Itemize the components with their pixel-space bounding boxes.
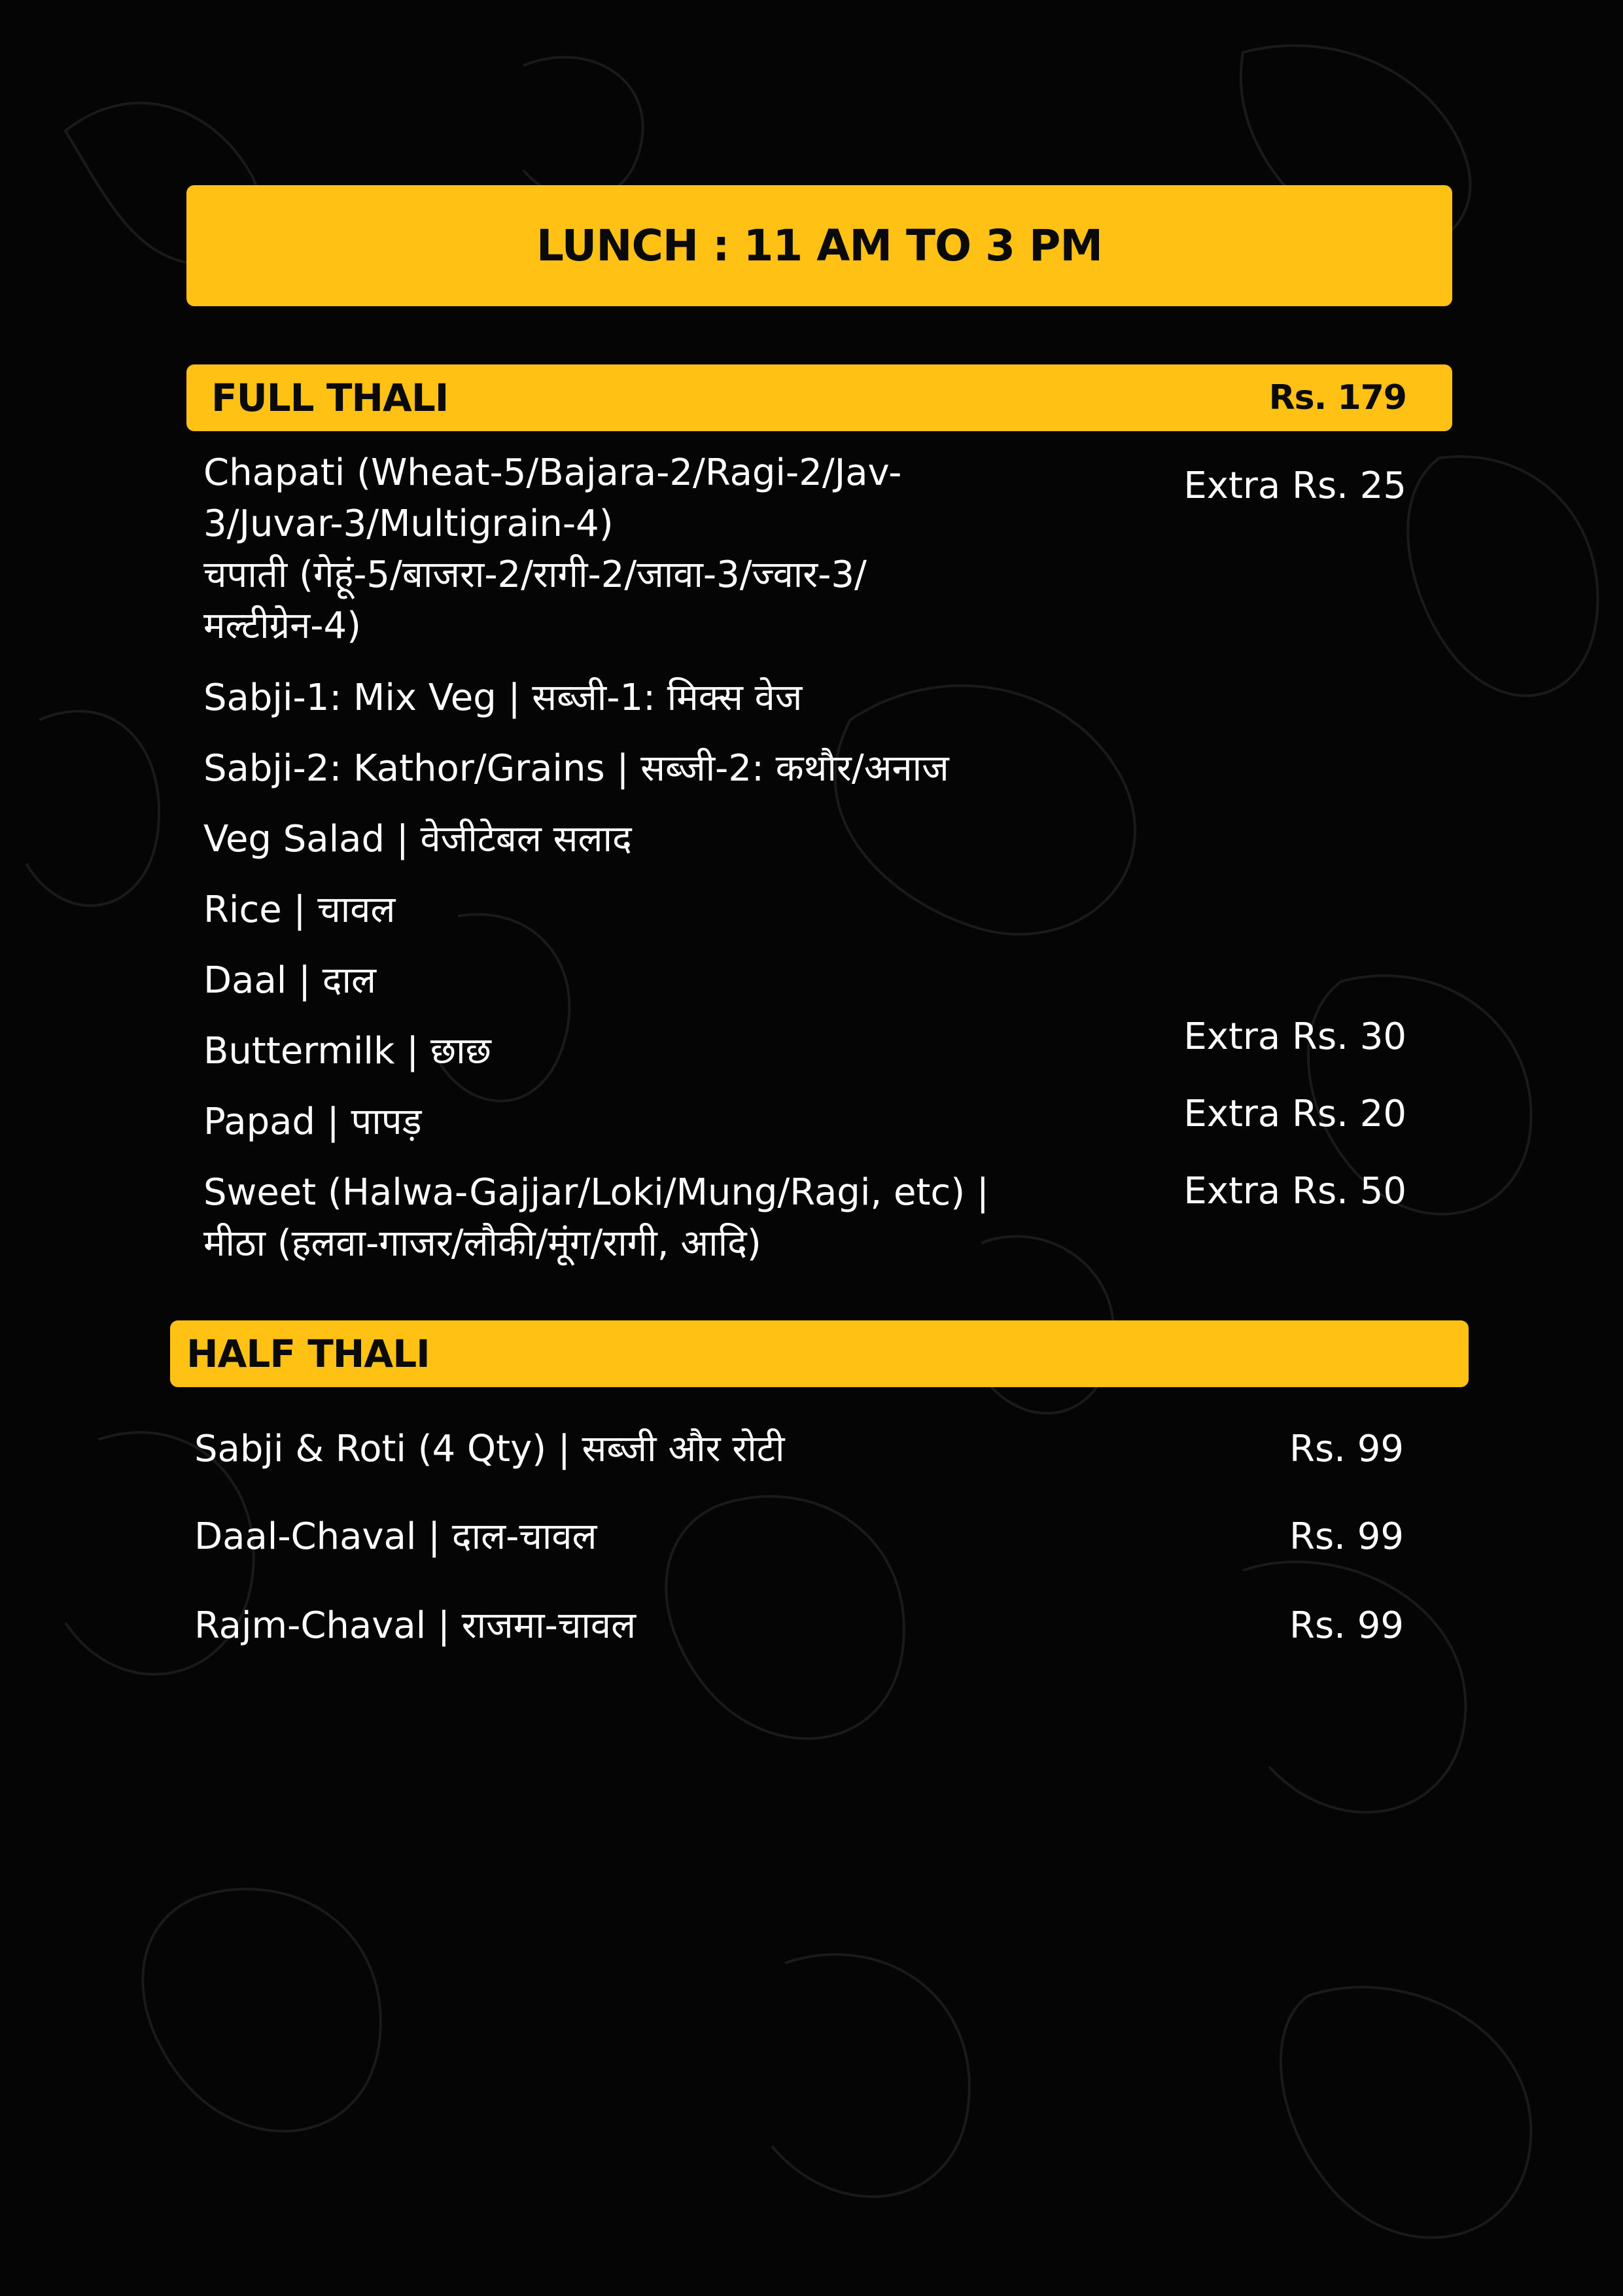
full-thali-item-sabji-2: Sabji-2: Kathor/Grains | सब्जी-2: कथौर/अनाज [203, 747, 949, 790]
buttermilk-extra-price: Extra Rs. 30 [1183, 1016, 1406, 1058]
full-thali-header [186, 364, 1452, 431]
item-line: मीठा (हलवा-गाजर/लौकी/मूंग/रागी, आदि) [203, 1222, 761, 1265]
item-line: चपाती (गेहूं-5/बाजरा-2/रागी-2/जावा-3/ज्वार-3/ [203, 554, 867, 596]
half-thali-header [170, 1320, 1469, 1387]
chapati-extra-price: Extra Rs. 25 [1183, 465, 1406, 507]
item-line: Chapati (Wheat-5/Bajara-2/Ragi-2/Jav- [203, 451, 902, 494]
half-thali-item-sabji-roti: Sabji & Roti (4 Qty) | सब्जी और रोटी [194, 1428, 785, 1470]
papad-extra-price: Extra Rs. 20 [1183, 1093, 1406, 1135]
full-thali-item-daal: Daal | दाल [203, 959, 376, 1002]
half-thali-price-daal-chaval: Rs. 99 [1289, 1515, 1404, 1558]
half-thali-title: HALF THALI [186, 1332, 430, 1376]
item-line: 3/Juvar-3/Multigrain-4) [203, 503, 614, 545]
lunch-hours-banner [186, 185, 1452, 306]
item-line: मल्टीग्रेन-4) [203, 605, 361, 647]
half-thali-price-sabji-roti: Rs. 99 [1289, 1428, 1404, 1470]
full-thali-item-papad: Papad | पापड़ [203, 1101, 422, 1143]
full-thali-title: FULL THALI [211, 376, 449, 420]
sweet-extra-price: Extra Rs. 50 [1183, 1170, 1406, 1212]
full-thali-item-chapati [203, 448, 901, 652]
half-thali-price-rajma-chaval: Rs. 99 [1289, 1604, 1404, 1647]
full-thali-item-buttermilk: Buttermilk | छाछ [203, 1030, 491, 1072]
full-thali-item-sweet [203, 1167, 989, 1269]
half-thali-item-rajma-chaval: Rajm-Chaval | राजमा-चावल [194, 1604, 637, 1647]
full-thali-item-rice: Rice | चावल [203, 889, 396, 931]
lunch-hours-text: LUNCH : 11 AM TO 3 PM [536, 221, 1103, 271]
item-line: Sweet (Halwa-Gajjar/Loki/Mung/Ragi, etc) | [203, 1171, 989, 1214]
full-thali-price: Rs. 179 [1268, 378, 1406, 417]
full-thali-item-veg-salad: Veg Salad | वेजीटेबल सलाद [203, 818, 632, 860]
half-thali-item-daal-chaval: Daal-Chaval | दाल-चावल [194, 1515, 597, 1558]
full-thali-item-sabji-1: Sabji-1: Mix Veg | सब्जी-1: मिक्स वेज [203, 677, 803, 719]
